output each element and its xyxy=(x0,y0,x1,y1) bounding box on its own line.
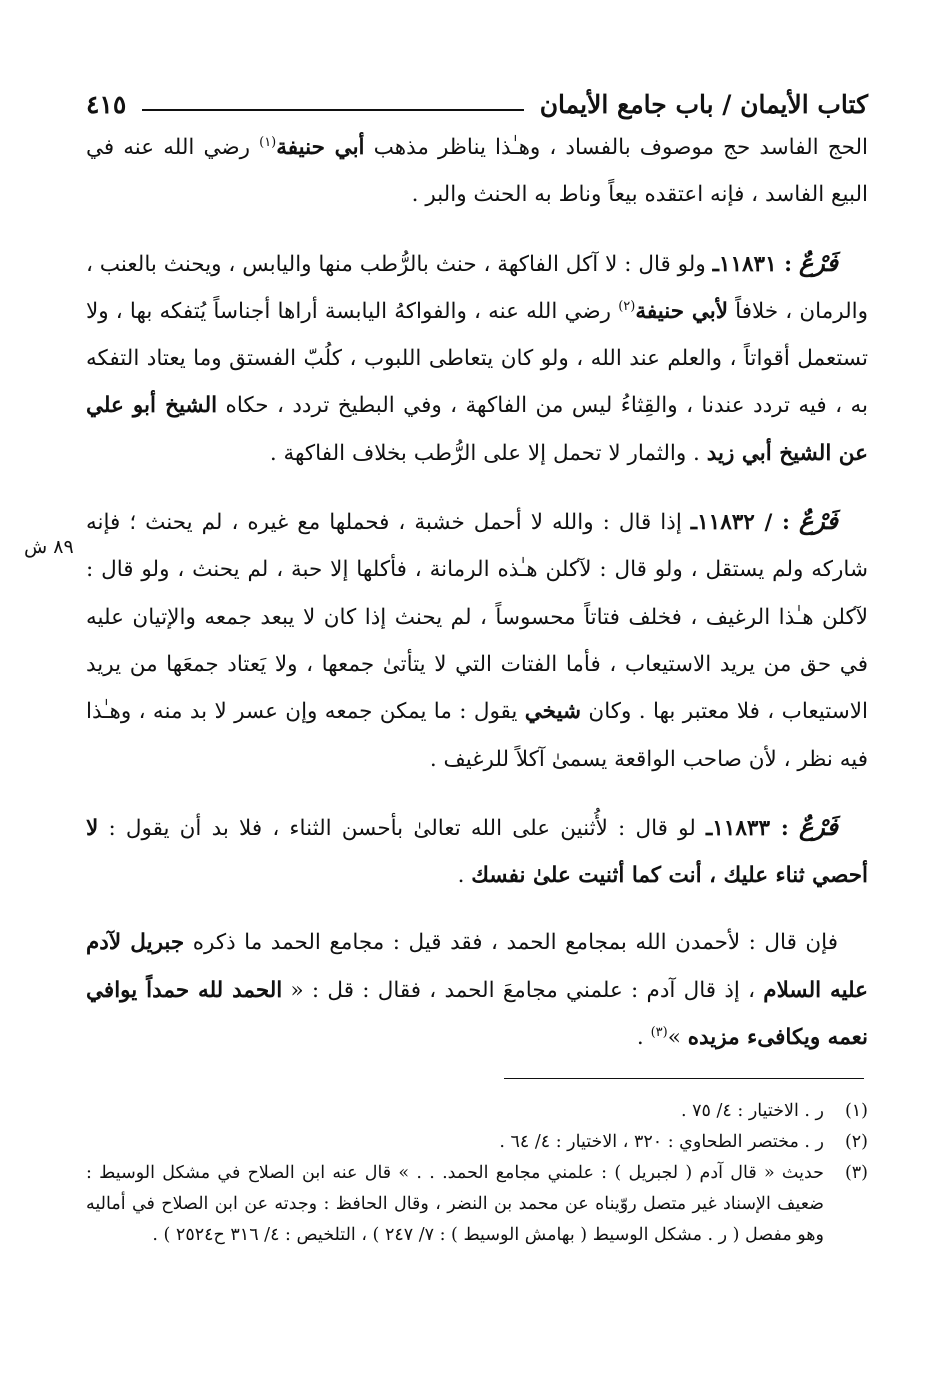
bold-name: لأبي حنيفة xyxy=(635,298,728,324)
text-run: ولو قال : لا آكل الفاكهة ، حنث بالرُّطب منها واليابس ، ويحنث بالعنب ، والرمان ، خلافاً xyxy=(86,251,868,324)
footnote-ref[interactable]: (٣) xyxy=(650,1024,668,1040)
issue-number: : ١١٨٣١ـ xyxy=(712,251,793,277)
footnote xyxy=(86,1158,868,1251)
bold-name: شيخي xyxy=(524,699,582,725)
footnote-ref[interactable]: (٢) xyxy=(618,298,636,314)
footnote-text: ر . الاختيار : ٤/ ٧٥ . xyxy=(681,1101,824,1121)
text-run: فإن قال : لأحمدن الله بمجامع الحمد ، فقد قيل : مجامع الحمد ما ذكره xyxy=(184,930,838,956)
text-run: يقول : ما يمكن جمعه وإن عسر لا بد منه ، وهـٰذا فيه نظر ، لأن صاحب الواقعة يسمىٰ آكلاً للرغيف . xyxy=(86,699,868,772)
issue-number: : ١١٨٣٣ـ xyxy=(705,815,789,841)
page-number: ٤١٥ xyxy=(86,89,127,119)
text-run: رضي الله عنه في البيع الفاسد ، فإنه اعتقده بيعاً وناط به الحنث والبر . xyxy=(86,135,868,208)
running-title: كتاب الأيمان / باب جامع الأيمان xyxy=(539,89,868,119)
page-header xyxy=(86,84,868,124)
footnote xyxy=(86,1127,868,1158)
text-run: لو قال : لأُثنين على الله تعالىٰ بأحسن الثناء ، فلا بد أن يقول : xyxy=(98,815,706,841)
bold-name: جبريل لآدم عليه السلام xyxy=(86,930,869,1003)
bold-quote: لا أحصي ثناء عليك ، أنت كما أثنيت علىٰ نفسك xyxy=(86,815,868,889)
text-run: ، إذ قال آدم : علمني مجامعَ الحمد ، فقال : قل : « xyxy=(282,977,764,1003)
footnote-text: ر . مختصر الطحاوي : ٣٢٠ ، الاختيار : ٤/ ٦٤ . xyxy=(499,1132,824,1152)
issue-label: فَرْعٌ xyxy=(798,811,839,841)
footnotes xyxy=(86,1096,868,1251)
text-run: » xyxy=(667,1025,688,1051)
footnote-text: حديث « قال آدم ( لجبريل ) : علمني مجامع الحمد. . . » قال عنه ابن الصلاح في مشكل الوسيط : ضعيف الإسناد غير متصل روّيناه عن محمد بن النضر ، وقال الحافظ : وجدته عن ابن الصلاح في أماليه وهو مفصل ( ر . مشكل الوسيط ( بهامش الوسيط ) : ٧/ ٢٤٧ ) ، التلخيص : ٤/ ٣١٦ ح٢٥٢٤ ) . xyxy=(86,1163,824,1245)
issue-11831 xyxy=(86,239,868,477)
issue-11833 xyxy=(86,803,868,900)
text-run: . xyxy=(457,863,472,889)
main-text xyxy=(86,124,868,1061)
text-run: إذا قال : والله لا أحمل خشبة ، فحملها مع غيره ، لم يحنث ؛ فإنه شاركه ولم يستقل ، ولو قال : لآكلن هـٰذه الرمانة ، فأكلها إلا حبة ، لم يحنث ، ولو قال : لآكلن هـٰذا الرغيف ، فخلف فتاتاً محسوساً ، لم يحنث إذا كان لا يبعد جمعه والإتيان عليه في حق من يريد الاستيعاب ، فأما الفتات التي لا يتأتىٰ جمعها ، ولا يَعتاد جمعَها من يريد الاستيعاب ، فلا معتبر بها . وكان xyxy=(86,510,868,725)
bold-name: الشيخ أبو علي عن الشيخ أبي زيد xyxy=(86,393,868,466)
issue-label: فَرْعٌ xyxy=(798,247,838,277)
margin-note: ٨٩ ش xyxy=(24,536,74,558)
bold-quote: الحمد لله حمداً يوافي نعمه ويكافىء مزيده xyxy=(86,977,868,1051)
footnote-ref[interactable]: (١) xyxy=(259,134,277,150)
footnote-number: (١) xyxy=(844,1101,868,1121)
text-run: الحج الفاسد حج موصوف بالفساد ، وهـٰذا يناظر مذهب xyxy=(364,135,868,160)
text-run: رضي الله عنه ، والفواكهُ اليابسة أراها أجناساً يُتفكه بها ، ولا تستعمل أقواتاً ، والعلم عند الله ، ولو كان يتعاطى اللبوب ، كلُبّ الفستق وما يعتاد التفكه به ، فيه تردد عندنا ، والقِثاءُ ليس من الفاكهة ، وفي البطيخ تردد ، حكاه xyxy=(86,298,868,419)
issue-number: : / ١١٨٣٢ـ xyxy=(690,510,790,536)
text-run: . والثمار لا تحمل إلا على الرُّطب بخلاف الفاكهة . xyxy=(269,440,700,466)
footnote-number: (٣) xyxy=(844,1163,868,1183)
bold-name: أبي حنيفة xyxy=(276,135,365,160)
issue-11832 xyxy=(86,497,868,783)
footnote-number: (٢) xyxy=(844,1132,868,1152)
paragraph-continuation xyxy=(86,124,868,219)
footnote xyxy=(86,1096,868,1127)
text-run: . xyxy=(636,1025,651,1051)
issue-label: فَرْعٌ xyxy=(798,506,838,536)
footnote-rule xyxy=(504,1078,864,1079)
paragraph-praise xyxy=(86,919,868,1061)
header-rule xyxy=(142,109,523,111)
